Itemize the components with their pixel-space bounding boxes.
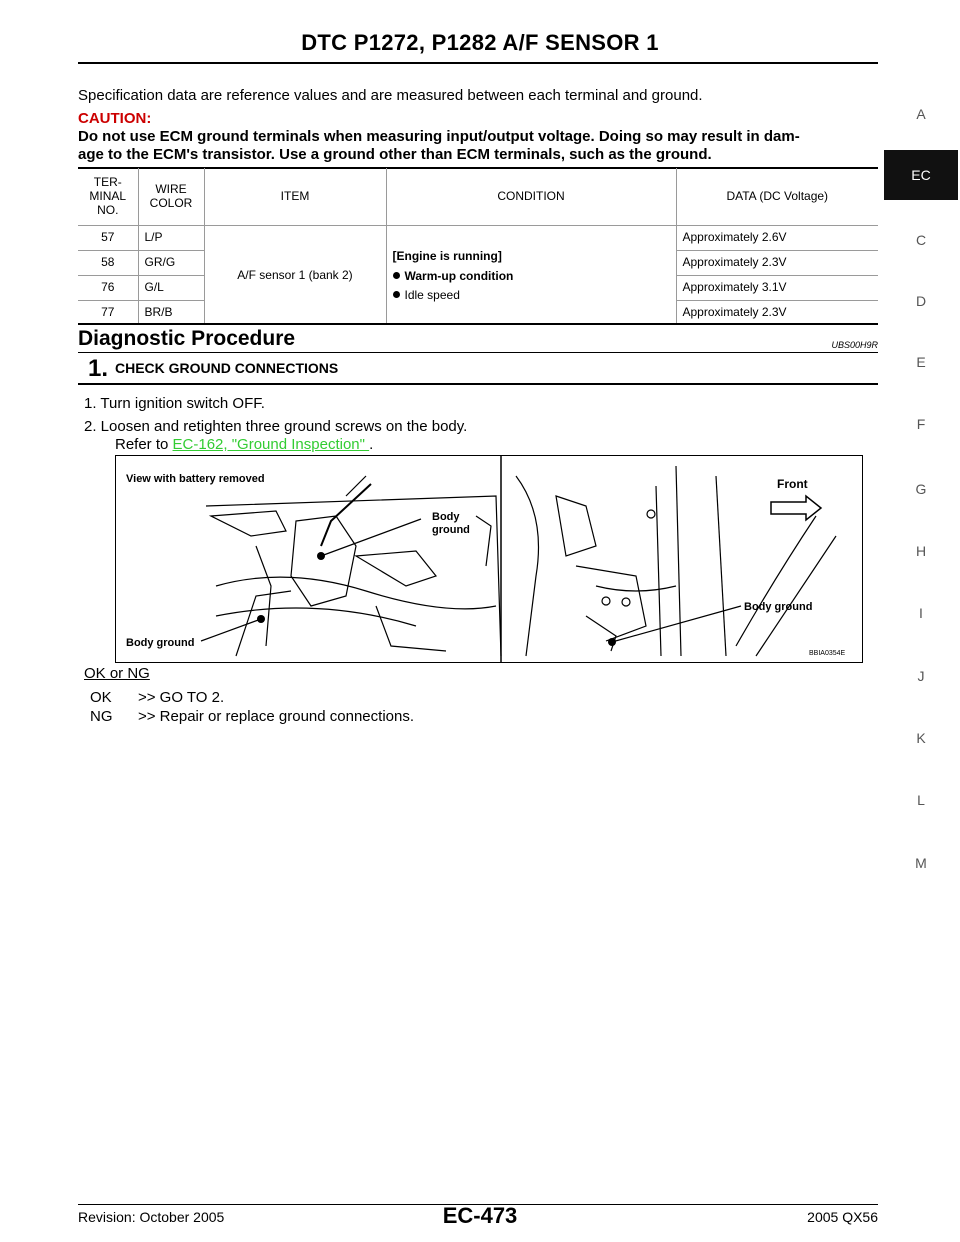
ng-label: NG [90,708,113,725]
terminal-cell: 57 [101,229,115,244]
ok-label: OK [90,689,112,706]
ok-text: >> GO TO 2. [138,689,225,706]
header-wire-line1: WIRE [155,182,187,197]
sidebar-item-d[interactable]: D [915,293,927,309]
section-id: UBS00H9R [831,340,878,350]
sidebar-item-c[interactable]: C [915,232,927,248]
header-terminal-line2: MINAL [89,189,127,204]
header-data: DATA (DC Voltage) [676,168,878,225]
refer-prefix: Refer to [115,436,173,453]
body-ground-label-left: Body ground [126,637,195,649]
figure-caption-left: View with battery removed [126,473,265,485]
sidebar-item-m[interactable]: M [915,855,927,871]
data-cell: Approximately 2.3V [676,250,878,275]
condition-cell [386,225,676,325]
bullet-icon [393,272,400,279]
sidebar-item-l[interactable]: L [917,792,925,808]
condition-bullet-2 [393,288,670,302]
terminal-cell: 77 [78,300,138,325]
caution-line-1: Do not use ECM ground terminals when measuring input/output voltage. Doing so may result in dam- [78,128,800,145]
instruction-1: 1. Turn ignition switch OFF. [84,395,265,412]
front-arrow-icon [771,496,821,520]
condition-bullet-1 [393,269,670,283]
header-divider [78,62,878,64]
data-cell: Approximately 2.3V [676,300,878,325]
sidebar-item-i[interactable]: I [919,605,923,621]
terminal-cell: 76 [78,275,138,300]
bullet-icon [393,291,400,298]
body-ground-label-right: Body ground [744,601,813,613]
table-bottom-rule [78,323,878,325]
item-cell: A/F sensor 1 (bank 2) [204,225,386,325]
condition-bullet-1-text: Warm-up condition [404,268,514,283]
header-terminal-line1: TER- [93,175,122,190]
condition-title: [Engine is running] [392,248,502,263]
body-ground-label-top [432,511,470,537]
table-row [78,225,878,250]
ground-location-figure [115,455,863,663]
step-divider [78,383,878,385]
sidebar-item-g[interactable]: G [915,481,927,497]
sidebar-item-h[interactable]: H [915,543,927,559]
condition-bullet-2-text: Idle speed [404,287,460,302]
data-cell: Approximately 2.6V [676,225,878,250]
sidebar-item-a[interactable]: A [916,106,926,122]
caution-label: CAUTION: [78,110,152,127]
wire-cell: G/L [138,275,204,300]
ground-inspection-link[interactable]: EC-162, "Ground Inspection" [172,436,370,453]
result-heading: OK or NG [84,665,150,682]
sidebar-item-f[interactable]: F [916,416,926,432]
sidebar-item-ec[interactable]: EC [884,150,958,200]
intro-text: Specification data are reference values and are measured between each terminal and ground. [78,87,703,104]
figure-id: BBIA0354E [809,650,846,657]
header-terminal-line3: NO. [97,203,119,218]
header-item: ITEM [204,168,386,225]
data-cell: Approximately 3.1V [676,275,878,300]
header-terminal [78,168,138,225]
sidebar-item-k[interactable]: K [916,730,926,746]
section-title: Diagnostic Procedure [78,327,296,350]
wire-cell: L/P [138,225,204,250]
refer-line [115,436,373,454]
header-condition: CONDITION [386,168,676,225]
section-divider [78,352,878,353]
front-label: Front [777,477,808,491]
ng-text: >> Repair or replace ground connections. [138,708,415,725]
header-wire-color [138,168,204,225]
footer-model: 2005 QX56 [807,1209,878,1225]
terminal-cell: 58 [78,250,138,275]
figure-illustration [116,456,862,662]
footer-revision: Revision: October 2005 [78,1209,225,1225]
wire-cell: GR/G [138,250,204,275]
footer-page-number: EC-473 [442,1203,518,1228]
page-title: DTC P1272, P1282 A/F SENSOR 1 [301,30,659,55]
sidebar-item-j[interactable]: J [917,668,925,684]
sidebar-item-e[interactable]: E [916,354,926,370]
caution-line-2: age to the ECM's transistor. Use a ground other than ECM terminals, such as the ground. [78,146,712,163]
wire-cell: BR/B [138,300,204,325]
body-ground-top-line1: Body [432,511,460,523]
refer-suffix: . [369,436,374,453]
header-wire-line2: COLOR [149,196,193,211]
terminal-spec-table [78,168,878,325]
instruction-2: 2. Loosen and retighten three ground screws on the body. [84,418,468,435]
step-title: CHECK GROUND CONNECTIONS [115,360,339,376]
body-ground-top-line2: ground [432,524,470,536]
step-number: 1. [88,355,109,382]
